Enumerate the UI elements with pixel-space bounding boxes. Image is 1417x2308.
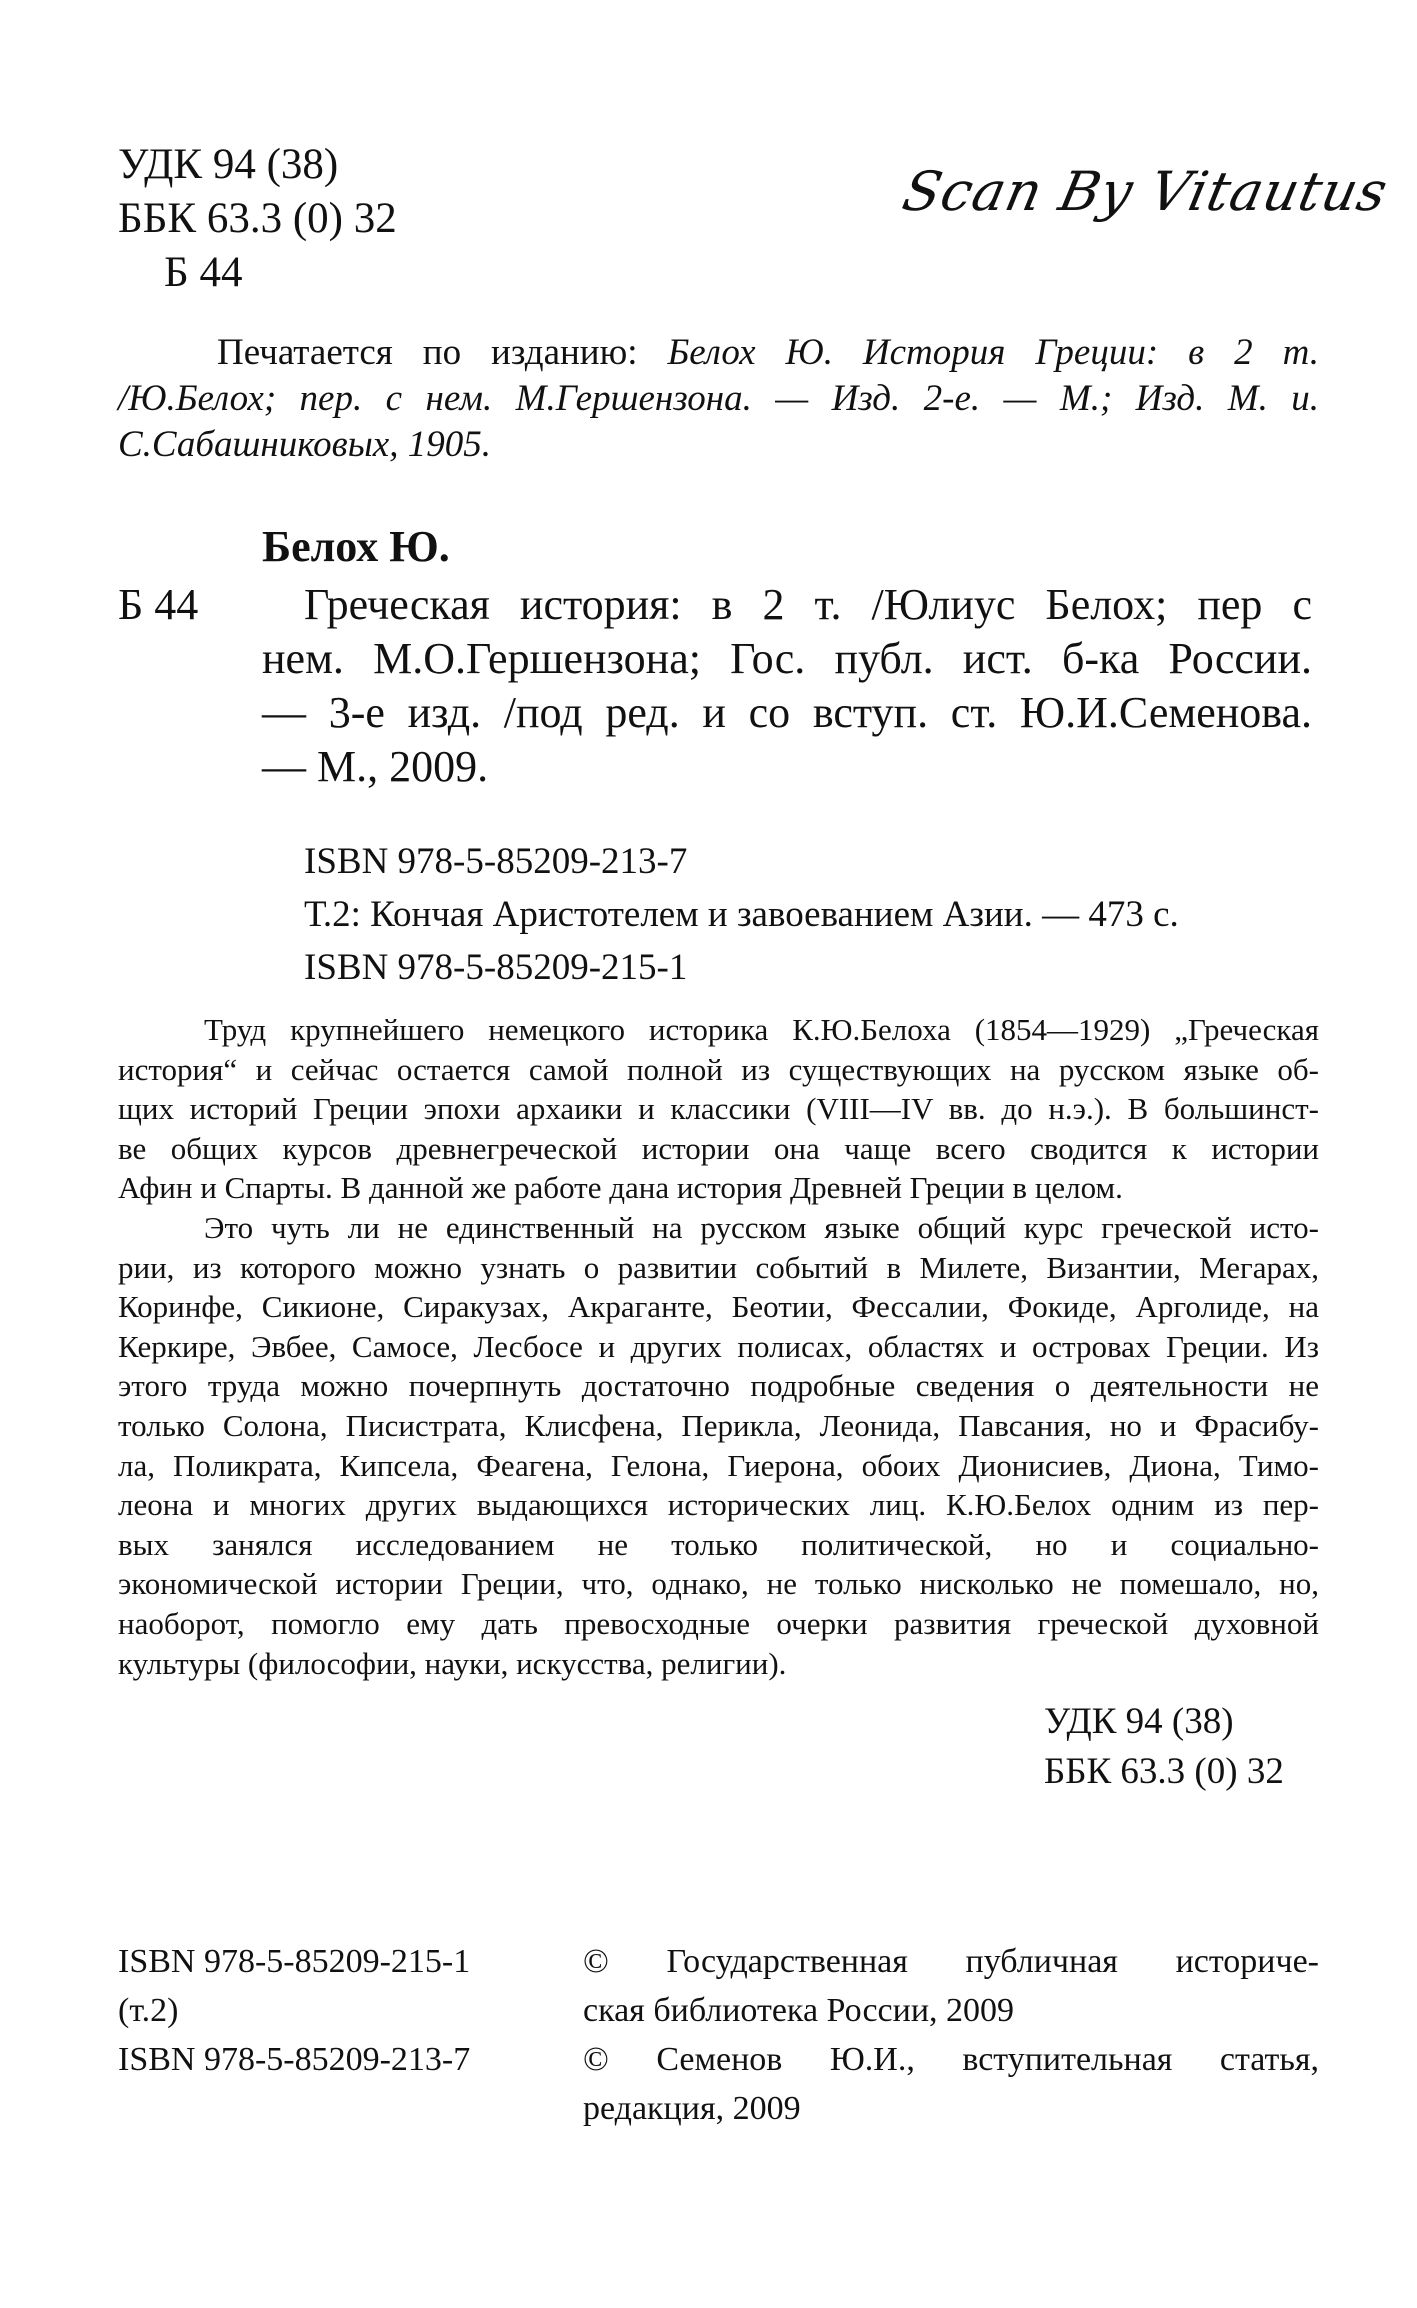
annotation-line: культуры (философии, науки, искусства, религии). bbox=[118, 1645, 787, 1681]
record-line-4: — М., 2009. bbox=[262, 742, 489, 791]
source-line-3-text: С.Сабашниковых, 1905. bbox=[118, 424, 491, 465]
footer-udk: УДК 94 (38) bbox=[1044, 1701, 1234, 1742]
footer-bbk: ББК 63.3 (0) 32 bbox=[1044, 1751, 1284, 1792]
isbn-volume: ISBN 978-5-85209-215-1 bbox=[304, 947, 688, 988]
isbn-set: ISBN 978-5-85209-213-7 bbox=[304, 841, 688, 882]
annotation-line: вых занялся исследованием не только политической, но и социально- bbox=[118, 1526, 1319, 1562]
source-line-2 bbox=[118, 376, 1319, 422]
copyright-2-line-2: редакция, 2009 bbox=[583, 2090, 801, 2127]
record-description bbox=[262, 578, 1312, 794]
annotation-line: ве общих курсов древнегреческой истории она чаще всего сводится к истории bbox=[118, 1130, 1319, 1166]
footer-classification bbox=[1044, 1697, 1284, 1797]
annotation bbox=[118, 1010, 1319, 1683]
annotation-line: экономической истории Греции, что, однако, не только нисколько не помешало, но, bbox=[118, 1566, 1319, 1602]
source-line-2-text: /Ю.Белох; пер. с нем. М.Гершензона. — Изд. 2-е. — М.; Изд. М. и. bbox=[118, 378, 1319, 419]
annotation-line: ла, Поликрата, Кипсела, Феагена, Гелона, Гиерона, обоих Дионисиев, Диона, Тимо- bbox=[118, 1447, 1319, 1483]
source-lead: Печатается по изданию: bbox=[217, 332, 638, 373]
classification-block bbox=[118, 138, 397, 300]
source-line-3 bbox=[118, 422, 1319, 468]
record-author: Белох Ю. bbox=[262, 522, 450, 571]
bottom-isbns bbox=[118, 1937, 470, 2084]
record-line-1: Греческая история: в 2 т. /Юлиус Белох; пер с bbox=[304, 580, 1312, 629]
author-mark: Б 44 bbox=[164, 249, 243, 296]
source-edition bbox=[118, 330, 1319, 468]
annotation-line: Труд крупнейшего немецкого историка К.Ю.Белоха (1854—1929) „Греческая bbox=[204, 1012, 1319, 1047]
scan-watermark: Scan By Vitautus bbox=[897, 160, 1394, 223]
annotation-line: этого труда можно почерпнуть достаточно подробные сведения о деятельности не bbox=[118, 1368, 1319, 1404]
copyright-2-line-1: © Семенов Ю.И., вступительная статья, bbox=[583, 2041, 1319, 2078]
annotation-line: Афин и Спарты. В данной же работе дана история Древней Греции в целом. bbox=[118, 1170, 1123, 1206]
annotation-line: история“ и сейчас остается самой полной из существующих на русском языке об- bbox=[118, 1051, 1319, 1087]
bottom-isbn-set: ISBN 978-5-85209-213-7 bbox=[118, 2041, 471, 2078]
annotation-line: Это чуть ли не единственный на русском языке общий курс греческой исто- bbox=[204, 1209, 1319, 1245]
bbk-code: ББК 63.3 (0) 32 bbox=[118, 195, 397, 242]
volume-info: Т.2: Кончая Аристотелем и завоеванием Азии. — 473 с. bbox=[304, 894, 1179, 935]
annotation-line: Коринфе, Сикионе, Сиракузах, Акраганте, Беотии, Фессалии, Фокиде, Арголиде, на bbox=[118, 1289, 1319, 1325]
source-title: Белох Ю. История Греции: в 2 т. bbox=[667, 332, 1319, 373]
annotation-line: рии, из которого можно узнать о развитии событий в Милете, Византии, Мегарах, bbox=[118, 1249, 1319, 1285]
record-isbns bbox=[304, 835, 1179, 994]
annotation-line: только Солона, Писистрата, Клисфена, Перикла, Леонида, Павсания, но и Фрасибу- bbox=[118, 1407, 1319, 1443]
bottom-isbn-volume: ISBN 978-5-85209-215-1 bbox=[118, 1943, 471, 1980]
annotation-line: наоборот, помогло ему дать превосходные очерки развития греческой духовной bbox=[118, 1605, 1319, 1641]
bottom-isbn-volume-note: (т.2) bbox=[118, 1992, 179, 2029]
annotation-line: леона и многих других выдающихся исторических лиц. К.Ю.Белох одним из пер- bbox=[118, 1487, 1319, 1523]
annotation-line: щих историй Греции эпохи архаики и классики (VIII—IV вв. до н.э.). В большинст- bbox=[118, 1091, 1319, 1127]
record-author-mark: Б 44 bbox=[118, 580, 199, 629]
copyright-block bbox=[583, 1937, 1319, 2133]
udk-code: УДК 94 (38) bbox=[118, 141, 339, 188]
record-line-3: — 3-е изд. /под ред. и со вступ. ст. Ю.И.Семенова. bbox=[262, 688, 1312, 737]
copyright-1-line-1: © Государственная публичная историче- bbox=[583, 1943, 1319, 1980]
copyright-1-line-2: ская библиотека России, 2009 bbox=[583, 1992, 1015, 2029]
source-line-1 bbox=[118, 330, 1319, 376]
record-line-2: нем. М.О.Гершензона; Гос. публ. ист. б-ка России. bbox=[262, 634, 1312, 683]
annotation-line: Керкире, Эвбее, Самосе, Лесбосе и других полисах, областях и островах Греции. Из bbox=[118, 1328, 1319, 1364]
